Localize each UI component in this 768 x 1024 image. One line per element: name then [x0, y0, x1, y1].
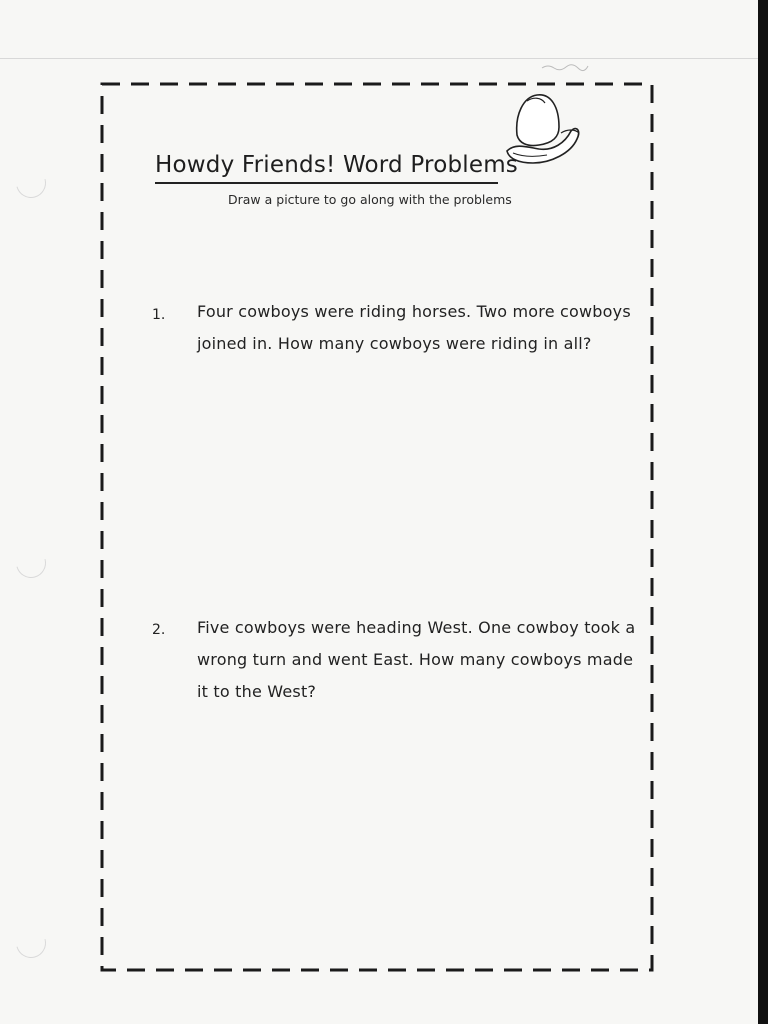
problem-text: Five cowboys were heading West. One cowboy took a wrong turn and went East. How many cowboys made it to the West? [197, 618, 636, 701]
title-underline [155, 182, 498, 184]
worksheet-title: Howdy Friends! Word Problems [155, 152, 518, 178]
problem-number: 2. [152, 622, 166, 638]
pencil-scribble [540, 62, 590, 72]
problem-text: Four cowboys were riding horses. Two more cowboys joined in. How many cowboys were riding in all? [197, 302, 631, 353]
dashed-border [100, 80, 656, 975]
page-top-line [0, 58, 758, 59]
binder-hole [11, 543, 52, 584]
binder-hole [11, 923, 52, 964]
worksheet-instructions: Draw a picture to go along with the problems [228, 192, 512, 207]
problem-number: 1. [152, 307, 166, 323]
binder-hole [11, 163, 52, 204]
scan-edge [758, 0, 768, 1024]
